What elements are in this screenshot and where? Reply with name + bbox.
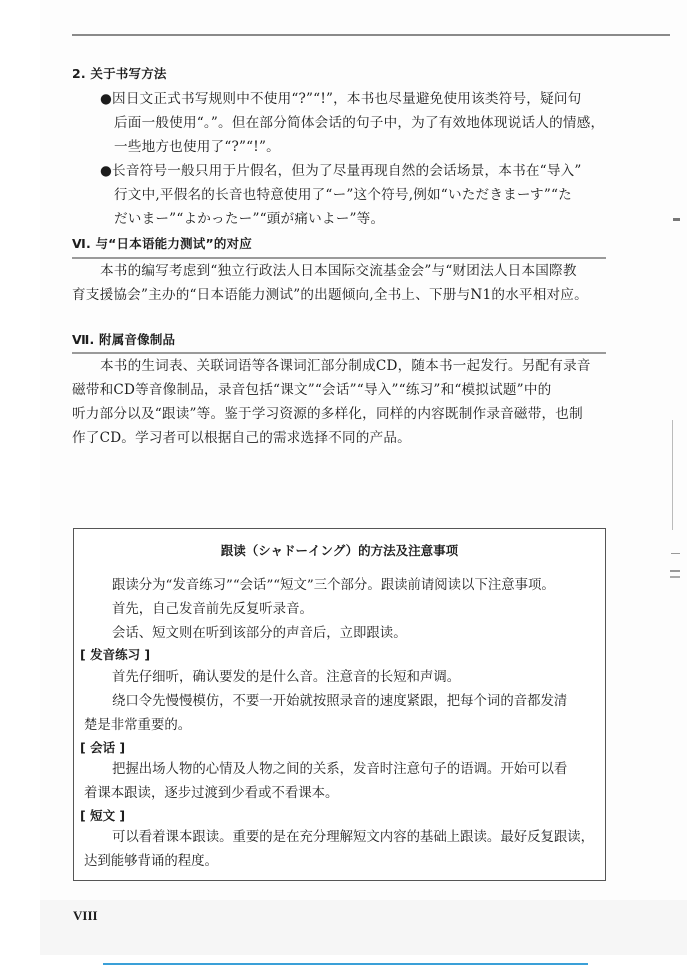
scan-speck [670, 576, 680, 578]
header-rule [72, 34, 670, 36]
media-body-line-2: 磁带和CD等音像制品，录音包括“课文”“会话”“导入”“练习”和“模拟试题”中的 [72, 382, 552, 398]
bullet-2-line-3: だいまー”“よかったー”“頭が痛いよー”等。 [114, 211, 385, 227]
scan-speck [673, 218, 680, 221]
note-intro-line-2: 首先，自己发音前先反复听录音。 [112, 602, 313, 617]
short-text-heading: [ 短文 ] [80, 808, 126, 823]
bullet-2-line-2: 行文中,平假名的长音也特意使用了“ー”这个符号,例如“いただきまーす”“た [114, 187, 572, 203]
bullet-2-line-1: ●长音符号一般只用于片假名，但为了尽量再现自然的会话场景，本书在“导入” [100, 163, 582, 179]
media-body-line-1: 本书的生词表、关联词语等各课词汇部分制成CD，随本书一起发行。另配有录音 [100, 358, 591, 374]
scan-speck [672, 420, 673, 530]
pronunciation-line-3: 楚是非常重要的。 [84, 718, 192, 733]
conversation-heading: [ 会话 ] [80, 740, 126, 755]
note-box-title: 跟读（シャドーイング）的方法及注意事项 [220, 543, 459, 558]
page-lower-tint [40, 900, 687, 955]
bullet-1-line-3: 一些地方也使用了“?”“!”。 [114, 139, 280, 155]
pronunciation-line-2: 绕口令先慢慢模仿，不要一开始就按照录音的速度紧跟，把每个词的音都发清 [112, 694, 568, 709]
note-intro-line-3: 会话、短文则在听到该部分的声音后，立即跟读。 [112, 626, 407, 641]
bullet-1-line-2: 后面一般使用“。”。但在部分简体会话的句子中，为了有效地体现说话人的情感， [114, 115, 605, 131]
pronunciation-heading: [ 发音练习 ] [80, 647, 151, 662]
bottom-accent-line [103, 963, 588, 965]
pronunciation-line-1: 首先仔细听，确认要发的是什么音。注意音的长短和声调。 [112, 670, 461, 685]
section-heading-writing-method: 2. 关于书写方法 [72, 66, 167, 81]
media-body-line-3: 听力部分以及“跟读”等。鉴于学习资源的多样化，同样的内容既制作录音磁带，也制 [72, 406, 583, 422]
scan-speck [670, 570, 680, 572]
jlpt-body-line-2: 育支援協会”主办的“日本语能力测试”的出题倾向,全书上、下册与N1的水平相对应。 [72, 287, 588, 303]
conversation-line-2: 着课本跟读，逐步过渡到少看或不看课本。 [84, 786, 339, 801]
scan-speck [671, 553, 680, 554]
page-number: VIII [73, 908, 98, 923]
section-heading-media: Ⅶ. 附属音像制品 [72, 332, 176, 347]
short-text-line-2: 达到能够背诵的程度。 [84, 854, 218, 869]
media-body-line-4: 作了CD。学习者可以根据自己的需求选择不同的产品。 [72, 430, 411, 446]
note-intro-line-1: 跟读分为“发音练习”“会话”“短文”三个部分。跟读前请阅读以下注意事项。 [112, 578, 555, 593]
jlpt-body-line-1: 本书的编写考虑到“独立行政法人日本国际交流基金会”与“财团法人日本国際教 [100, 263, 577, 279]
bullet-1-line-1: ●因日文正式书写规则中不使用“?”“!”，本书也尽量避免使用该类符号，疑问句 [100, 91, 582, 107]
conversation-line-1: 把握出场人物的心情及人物之间的关系，发音时注意句子的语调。开始可以看 [112, 762, 568, 777]
short-text-line-1: 可以看着课本跟读。重要的是在充分理解短文内容的基础上跟读。最好反复跟读， [112, 830, 595, 845]
section-heading-jlpt: Ⅵ. 与“日本语能力测试”的对应 [72, 236, 252, 251]
shadowing-note-box [73, 528, 606, 881]
